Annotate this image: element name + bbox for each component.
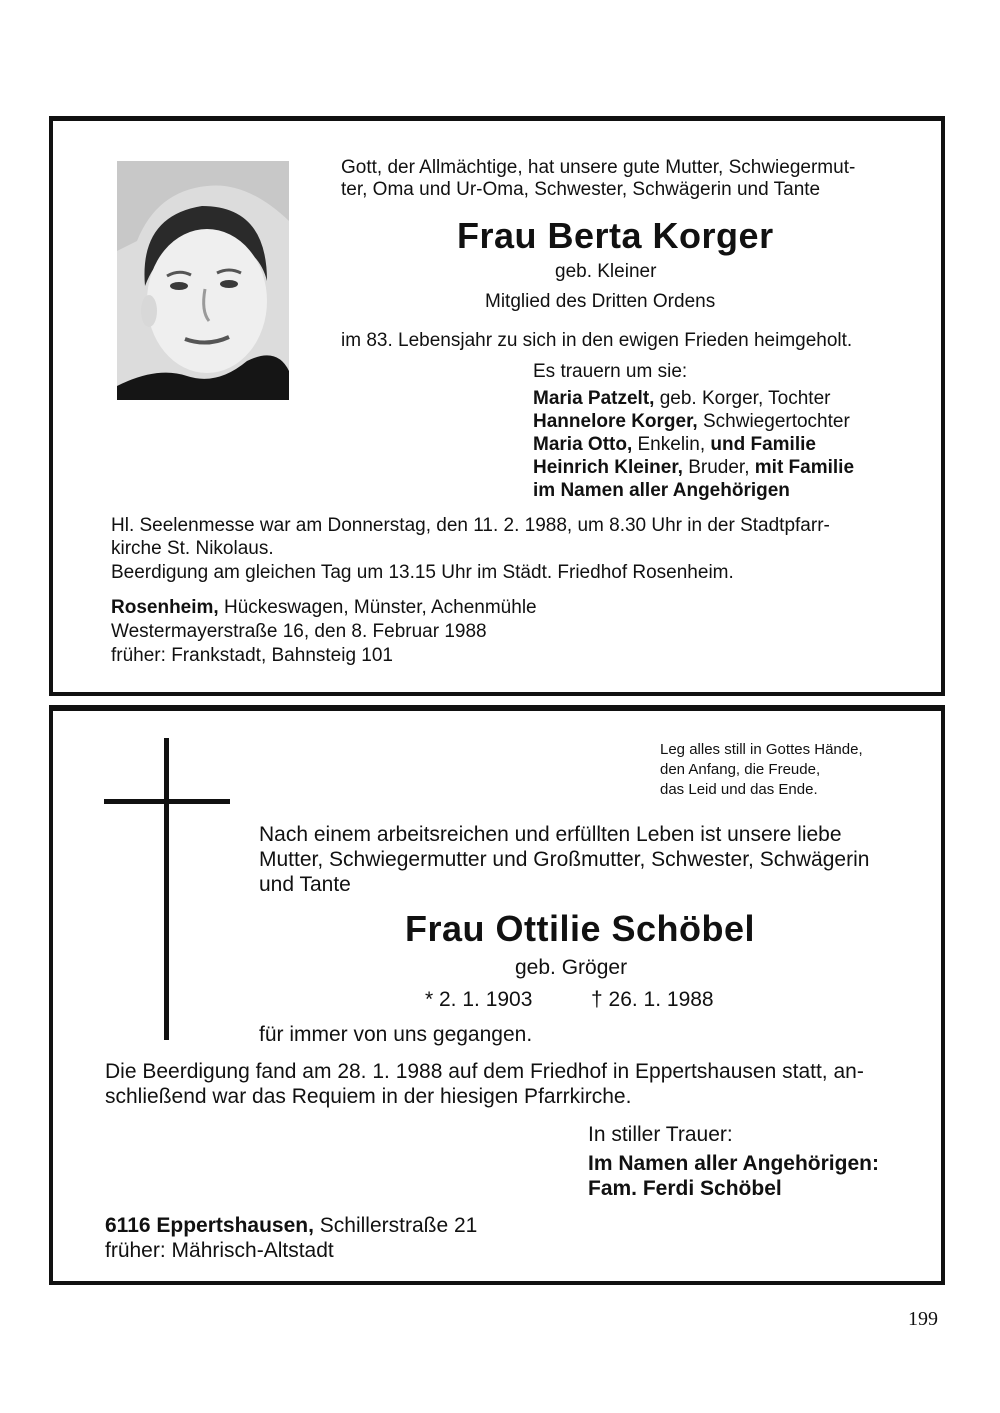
cross-icon-bar	[104, 799, 230, 804]
obituary-notice-schoebel	[49, 705, 945, 1285]
intro-line: Mutter, Schwiegermutter und Großmutter, Schwester, Schwägerin	[259, 848, 870, 871]
burial-line: Beerdigung am gleichen Tag um 13.15 Uhr im Städt. Friedhof Rosenheim.	[111, 562, 734, 583]
mourner-family: und Familie	[710, 434, 816, 455]
burial-line: schließend war das Requiem in der hiesigen Pfarrkirche.	[105, 1085, 632, 1108]
burial-line: Die Beerdigung fand am 28. 1. 1988 auf dem Friedhof in Eppertshausen statt, an-	[105, 1060, 864, 1083]
mourning-line	[588, 1177, 782, 1201]
verse-line: das Leid und das Ende.	[660, 781, 818, 798]
address-line: Westermayerstraße 16, den 8. Februar 1988	[111, 621, 487, 642]
maiden-name: geb. Kleiner	[555, 261, 657, 282]
verse-line: den Anfang, die Freude,	[660, 761, 821, 778]
mourner-relation: Enkelin,	[632, 434, 711, 455]
mourner-relation: Schwiegertochter	[697, 411, 850, 432]
mourning-line	[588, 1152, 879, 1176]
mourner-relation: geb. Korger, Tochter	[654, 388, 831, 409]
birth-date: * 2. 1. 1903	[425, 988, 533, 1011]
verse-line: Leg alles still in Gottes Hände,	[660, 741, 863, 758]
mourning-heading: In stiller Trauer:	[588, 1123, 733, 1146]
mourner-name: im Namen aller Angehörigen	[533, 480, 790, 501]
gone-line: für immer von uns gegangen.	[259, 1023, 533, 1046]
deceased-name: Frau Berta Korger	[457, 215, 774, 256]
mourner-relation: Bruder,	[682, 457, 755, 478]
mourner-line	[533, 457, 854, 479]
death-date: † 26. 1. 1988	[591, 988, 714, 1011]
mourner-name: Maria Otto,	[533, 434, 633, 455]
mass-line: kirche St. Nikolaus.	[111, 538, 274, 559]
intro-line: ter, Oma und Ur-Oma, Schwester, Schwägerin und Tante	[341, 179, 821, 200]
mourner-name: Heinrich Kleiner,	[533, 457, 683, 478]
place-line	[111, 597, 537, 619]
intro-line: und Tante	[259, 873, 351, 896]
page-number: 199	[908, 1308, 938, 1330]
former-address-line: früher: Frankstadt, Bahnsteig 101	[111, 645, 393, 666]
former-address-line: früher: Mährisch-Altstadt	[105, 1239, 334, 1262]
place-name: 6116 Eppertshausen,	[105, 1214, 314, 1237]
mourner-line	[533, 434, 816, 456]
street-address: Schillerstraße 21	[313, 1214, 478, 1237]
intro-line: Nach einem arbeitsreichen und erfüllten Leben ist unsere liebe	[259, 823, 842, 846]
called-home-line: im 83. Lebensjahr zu sich in den ewigen Frieden heimgeholt.	[341, 330, 853, 351]
membership: Mitglied des Dritten Ordens	[485, 291, 716, 312]
mourner-name: Hannelore Korger,	[533, 411, 698, 432]
mourner-line	[533, 480, 790, 502]
place-name: Rosenheim,	[111, 597, 219, 618]
deceased-name: Frau Ottilie Schöbel	[405, 908, 756, 949]
obituary-notice-korger	[49, 116, 945, 696]
maiden-name: geb. Gröger	[515, 956, 628, 979]
mourners-heading: Es trauern um sie:	[533, 361, 688, 382]
mass-line: Hl. Seelenmesse war am Donnerstag, den 11. 2. 1988, um 8.30 Uhr in der Stadtpfarr-	[111, 515, 830, 536]
mourning-text: Fam. Ferdi Schöbel	[588, 1177, 782, 1200]
mourner-name: Maria Patzelt,	[533, 388, 655, 409]
place-list: Hückeswagen, Münster, Achenmühle	[218, 597, 537, 618]
mourner-family: mit Familie	[754, 457, 855, 478]
portrait-photo	[117, 161, 289, 400]
intro-line: Gott, der Allmächtige, hat unsere gute Mutter, Schwiegermut-	[341, 157, 856, 178]
mourner-line	[533, 388, 830, 410]
cross-icon	[164, 738, 169, 1040]
mourning-text: Im Namen aller Angehörigen:	[588, 1152, 879, 1175]
mourner-line	[533, 411, 850, 433]
place-line	[105, 1214, 477, 1238]
